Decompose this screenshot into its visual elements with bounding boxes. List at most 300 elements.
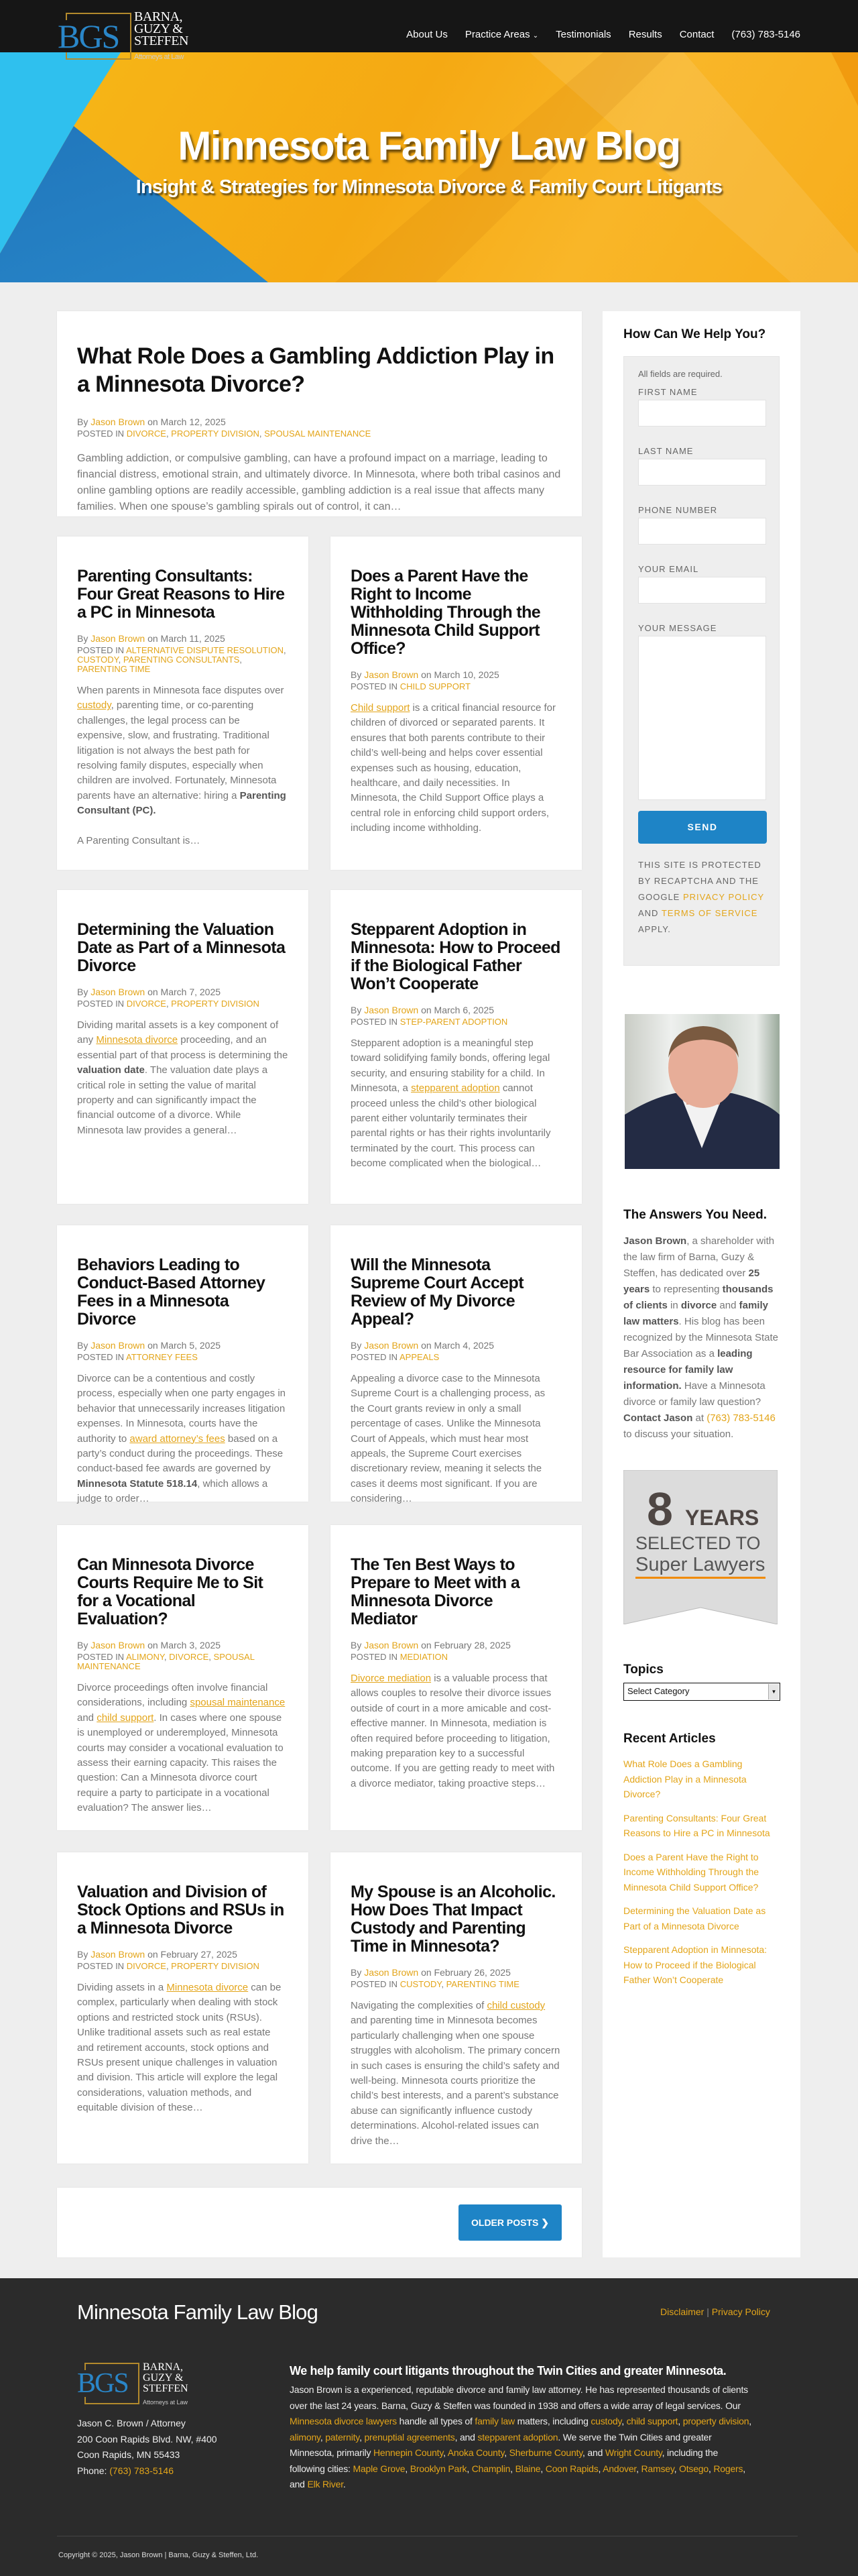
text: handle all types of <box>396 2416 475 2426</box>
post-date: March 7, 2025 <box>160 987 221 997</box>
text: . We serve the Twin Cities and greater Minnesota, primarily <box>290 2431 712 2458</box>
text: Have a Minnesota divorce or family law question? <box>623 1380 765 1408</box>
inline-link[interactable]: child custody <box>487 2000 546 2011</box>
posted-in-label: POSTED IN <box>351 1017 398 1027</box>
logo-initials: BGS <box>77 2368 128 2399</box>
post-card <box>330 890 582 1204</box>
text: , <box>749 2416 751 2426</box>
text: at <box>692 1412 707 1424</box>
text: . <box>343 2479 346 2489</box>
logo-name-line: GUZY & <box>143 2372 184 2384</box>
text: . His blog has been recognized by the Minnesota State Bar Association as a <box>623 1316 778 1359</box>
address-line: Jason C. Brown / Attorney <box>77 2418 186 2428</box>
inline-link[interactable]: custody <box>77 699 111 712</box>
recent-articles-list <box>623 1756 781 1997</box>
last-name-label: LAST NAME <box>638 446 694 456</box>
site-footer <box>0 2278 858 2576</box>
copyright: Copyright © 2025, Jason Brown | Barna, Guzy & Steffen, Ltd. <box>58 2551 259 2559</box>
inline-link[interactable]: award attorney’s fees <box>129 1433 225 1445</box>
about-title: The Answers You Need. <box>623 1208 767 1222</box>
footer-phone-link[interactable]: (763) 783-5146 <box>109 2465 174 2476</box>
inline-link[interactable]: Coon Rapids <box>545 2463 599 2474</box>
logo-name-line: BARNA, <box>143 2361 184 2373</box>
excerpt-paragraph <box>351 1999 562 2149</box>
about-text <box>623 1233 781 1443</box>
by-label: By <box>351 1640 362 1650</box>
nav-about-us[interactable]: About Us <box>406 29 448 40</box>
by-label: By <box>351 669 362 680</box>
post-meta <box>351 667 562 682</box>
logo-mark <box>77 2362 137 2405</box>
email-label: YOUR EMAIL <box>638 564 699 574</box>
text: cannot proceed unless the child’s other biological parent either voluntarily terminates their parental rights or has their rights involuntarily terminated by the court. This process can become complicated when the biological… <box>351 1082 551 1170</box>
by-label: By <box>351 1005 362 1015</box>
older-posts-button[interactable] <box>458 2204 562 2241</box>
privacy-policy-link[interactable]: Privacy Policy <box>711 2306 770 2317</box>
by-label: By <box>351 1967 362 1978</box>
recent-article-link[interactable]: Does a Parent Have the Right to Income Withholding Through the Minnesota Child Support Office? <box>623 1851 759 1893</box>
text: , <box>636 2463 641 2474</box>
bold-text: Contact Jason <box>623 1412 693 1424</box>
text: Jason Brown is a experienced, reputable divorce and family law attorney. He has represented thousands of clients over the last 24 years. Barna, Guzy & Steffen was founded in 1938 and offers a wide array of legal services. Our <box>290 2384 748 2411</box>
category-link[interactable]: PROPERTY DIVISION <box>171 1961 259 1971</box>
inline-link[interactable]: Brooklyn Park <box>410 2463 467 2474</box>
text: , <box>359 2431 365 2443</box>
by-label: By <box>77 633 88 644</box>
category-link[interactable]: PARENTING CONSULTANTS <box>123 655 240 665</box>
category-link[interactable]: DIVORCE <box>126 1961 166 1971</box>
post-meta <box>351 1003 562 1017</box>
category-link[interactable]: ALTERNATIVE DISPUTE RESOLUTION <box>125 645 284 655</box>
message-textarea[interactable] <box>638 636 766 800</box>
inline-link[interactable]: property division <box>682 2416 749 2426</box>
on-label: on <box>147 416 158 427</box>
post-meta <box>77 985 288 999</box>
post-title[interactable]: Can Minnesota Divorce Courts Require Me to Sit for a Vocational Evaluation? <box>77 1555 263 1628</box>
category-link[interactable]: CUSTODY <box>77 655 119 665</box>
footer-heading: We help family court litigants throughout the Twin Cities and greater Minnesota. <box>290 2364 727 2377</box>
post-title[interactable]: The Ten Best Ways to Prepare to Meet with a Minnesota Divorce Mediator <box>351 1555 520 1628</box>
post-categories <box>351 1353 562 1362</box>
post-card <box>330 537 582 870</box>
inline-link[interactable]: paternity <box>325 2431 360 2443</box>
on-label: on <box>147 1949 158 1960</box>
badge-line: Super Lawyers <box>635 1554 765 1575</box>
bold-text: divorce <box>680 1300 717 1311</box>
post-excerpt <box>77 451 562 515</box>
author-link[interactable]: Jason Brown <box>90 416 145 427</box>
badge-line: SELECTED TO <box>635 1533 761 1553</box>
sidebar <box>603 311 800 2257</box>
inline-link[interactable]: spousal maintenance <box>190 1697 286 1709</box>
inline-link[interactable]: Minnesota divorce lawyers <box>290 2416 397 2426</box>
text: , including the following cities: <box>290 2447 719 2474</box>
badge-number: 8 <box>647 1483 673 1535</box>
post-date: February 26, 2025 <box>434 1967 511 1978</box>
page-subtitle: Insight & Strategies for Minnesota Divorce & Family Court Litigants <box>135 176 723 198</box>
inline-link[interactable]: Anoka County <box>447 2447 505 2458</box>
post-categories: POSTED IN DIVORCE, PROPERTY DIVISION <box>77 1961 259 1971</box>
post-title[interactable]: Valuation and Division of Stock Options and RSUs in a Minnesota Divorce <box>77 1883 284 1938</box>
post-categories: POSTED IN ALTERNATIVE DISPUTE RESOLUTION, CUSTODY, PARENTING CONSULTANTS, PARENTING TIME <box>77 645 286 674</box>
text: Divorce proceedings often involve financial considerations, including <box>77 1682 268 1709</box>
post-date: March 5, 2025 <box>160 1340 221 1351</box>
category-link[interactable]: ALIMONY <box>125 1652 164 1662</box>
category-link[interactable]: PARENTING TIME <box>77 664 151 674</box>
text: , <box>405 2463 410 2474</box>
logo-tagline: Attorneys at Law <box>134 53 184 61</box>
excerpt-paragraph <box>351 701 562 836</box>
older-posts-label: OLDER POSTS <box>471 2217 539 2228</box>
author-link[interactable]: Jason Brown <box>90 633 145 644</box>
inline-link[interactable]: Sherburne County <box>509 2447 583 2458</box>
recent-article-link[interactable]: Determining the Valuation Date as Part of a Minnesota Divorce <box>623 1905 766 1931</box>
text: , <box>708 2463 714 2474</box>
text: Appealing a divorce case to the Minnesota Supreme Court is a challenging process, as the Court grants review in only a small percentage of cases. Unlike the Minnesota Court of Appeals, which must hear most appeals, the Supreme Court exercises discretionary review, meaning it selects the cases it deems most significant. If you are considering… <box>351 1373 546 1505</box>
post-date: March 10, 2025 <box>434 669 499 680</box>
excerpt-paragraph <box>351 1371 562 1507</box>
post-title[interactable]: My Spouse is an Alcoholic. How Does That Impact Custody and Parenting Time in Minnesota? <box>351 1883 556 1956</box>
post-card <box>57 1852 308 2164</box>
post-title[interactable]: Behaviors Leading to Conduct-Based Attorney Fees in a Minnesota Divorce <box>77 1255 265 1329</box>
posted-in-label: POSTED IN <box>77 999 125 1009</box>
bold-text: family law matters <box>623 1300 768 1327</box>
on-label: on <box>421 1967 432 1978</box>
inline-link[interactable]: prenuptial agreements <box>364 2431 455 2443</box>
text: , <box>467 2463 472 2474</box>
phone-input[interactable] <box>638 518 766 545</box>
text: , and <box>583 2447 605 2458</box>
chevron-right-icon: ❯ <box>541 2217 549 2228</box>
inline-link[interactable]: TERMS OF SERVICE <box>661 908 758 918</box>
category-link[interactable]: CUSTODY <box>400 1979 442 1989</box>
text: When parents in Minnesota face disputes over <box>77 685 284 696</box>
text: to discuss your situation. <box>623 1429 734 1440</box>
text: and <box>717 1300 739 1311</box>
inline-link[interactable]: Ramsey <box>641 2463 674 2474</box>
post-meta <box>351 1338 562 1353</box>
by-label: By <box>77 987 88 997</box>
bold-text: leading resource for family law information. <box>623 1348 753 1392</box>
text: AND <box>638 908 662 918</box>
category-select[interactable] <box>623 1683 780 1701</box>
attorney-photo <box>625 1014 780 1169</box>
by-label: By <box>77 1640 88 1650</box>
text: APPLY. <box>638 924 671 934</box>
bold-text: valuation date <box>77 1064 145 1076</box>
post-excerpt <box>351 1671 562 1791</box>
page-title: Minnesota Family Law Blog <box>178 123 680 168</box>
post-date: March 12, 2025 <box>160 416 226 427</box>
post-card <box>57 890 308 1204</box>
form-note: All fields are required. <box>638 369 723 379</box>
category-link[interactable]: STEP-PARENT ADOPTION <box>400 1017 508 1027</box>
inline-link[interactable]: alimony <box>290 2431 320 2443</box>
post-date: February 28, 2025 <box>434 1640 511 1650</box>
text: Divorce can be a contentious and costly process, especially when one party engages in behavior that unnecessarily increases litigation expenses. In Minnesota, courts have the authority to <box>77 1373 286 1445</box>
recent-article-link[interactable]: What Role Does a Gambling Addiction Play in a Minnesota Divorce? <box>623 1758 747 1799</box>
posted-in-label: POSTED IN <box>77 645 125 655</box>
contact-form-title: How Can We Help You? <box>623 327 766 341</box>
logo-initials: BGS <box>58 17 119 55</box>
category-link[interactable]: DIVORCE <box>169 1652 209 1662</box>
inline-link[interactable]: Andover <box>603 2463 637 2474</box>
text: can be complex, particularly when dealing with stock options and restricted stock units (RSUs). Unlike traditional assets such as real estate and retirement accounts, stock options and RSUs present unique challenges in valuation and division. This article will explore the legal considerations, valuation methods, and equitable division of these… <box>77 1982 282 2114</box>
category-link[interactable]: CHILD SUPPORT <box>400 681 471 691</box>
category-link[interactable]: DIVORCE <box>126 999 166 1009</box>
on-label: on <box>147 1640 158 1650</box>
text: is a valuable process that allows couples to resolve their divorce issues outside of court in a more amicable and cost-effective manner. In Minnesota, mediation is often required before proceeding to litigation, making preparation key to a successful outcome. If you are getting ready to meet with a divorce mediator, taking proactive steps… <box>351 1673 555 1789</box>
inline-link[interactable]: custody <box>591 2416 622 2426</box>
post-card <box>330 1852 582 2164</box>
text: , which allows a judge to order… <box>77 1477 268 1505</box>
category-link[interactable]: APPEALS <box>399 1352 440 1362</box>
post-categories: POSTED IN ALIMONY, DIVORCE, SPOUSAL MAINTENANCE <box>77 1652 255 1671</box>
excerpt-paragraph <box>351 1036 562 1172</box>
by-label: By <box>77 416 88 427</box>
post-title[interactable]: Determining the Valuation Date as Part of a Minnesota Divorce <box>77 920 286 975</box>
author-link[interactable]: Jason Brown <box>90 987 145 997</box>
bold-text: Parenting Consultant (PC). <box>77 789 286 817</box>
posted-in-label: POSTED IN <box>77 429 125 439</box>
post-categories: POSTED IN DIVORCE, PROPERTY DIVISION, SPOUSAL MAINTENANCE <box>77 429 371 439</box>
post-date: March 11, 2025 <box>160 633 225 644</box>
text: THIS SITE IS PROTECTED BY RECAPTCHA AND THE GOOGLE <box>638 860 761 902</box>
text: Dividing assets in a <box>77 1982 167 1993</box>
posted-in-label: POSTED IN <box>351 1979 398 1989</box>
footer-logo <box>77 2362 188 2408</box>
recent-article-link[interactable]: Parenting Consultants: Four Great Reasons to Hire a PC in Minnesota <box>623 1812 770 1838</box>
text: , <box>598 2463 603 2474</box>
footer-title: Minnesota Family Law Blog <box>77 2300 318 2324</box>
text: and parenting time in Minnesota becomes particularly challenging when one spouse struggles with alcoholism. The primary concern in such cases is ensuring the child’s safety and well-being. Minnesota courts prioritize the child’s best interests, and a parent’s substance abuse can significantly influence custody determinations. Alcohol-related issues can drive the… <box>351 2015 560 2147</box>
bold-text: 25 years <box>623 1268 760 1295</box>
logo-tagline: Attorneys at Law <box>143 2399 188 2406</box>
category-link[interactable]: ATTORNEY FEES <box>125 1352 198 1362</box>
excerpt-paragraph <box>77 1980 288 2116</box>
text: is a critical financial resource for children of divorced or separated parents. It ensures that both parents contribute to their child’s well-being and helps cover essential expenses such as housing, education, healthcare, and daily necessities. In Minnesota, the Child Support Office plays a central role in enforcing child support orders, including income withholding. <box>351 702 556 834</box>
text: , <box>678 2416 683 2426</box>
address-line: Coon Rapids, MN 55433 <box>77 2449 180 2460</box>
on-label: on <box>421 1640 432 1650</box>
super-lawyers-badge[interactable] <box>623 1470 778 1624</box>
logo-name-line: STEFFEN <box>134 34 188 48</box>
post-title[interactable]: Stepparent Adoption in Minnesota: How to Proceed if the Biological Father Won’t Cooperate <box>351 920 560 993</box>
posted-in-label: POSTED IN <box>77 1352 125 1362</box>
post-categories <box>351 682 562 691</box>
post-meta <box>351 1638 562 1653</box>
inline-link[interactable]: PRIVACY POLICY <box>682 892 764 902</box>
nav-label: Practice Areas <box>465 29 530 40</box>
footer-links <box>660 2306 770 2317</box>
inline-link[interactable]: Maple Grove <box>353 2463 406 2474</box>
inline-link[interactable]: stepparent adoption <box>477 2431 558 2443</box>
category-link[interactable]: PROPERTY DIVISION <box>171 429 259 439</box>
post-excerpt <box>77 1681 288 1816</box>
by-label: By <box>77 1949 88 1960</box>
site-header <box>0 0 858 61</box>
nav-practice-areas[interactable] <box>465 29 538 40</box>
post-categories <box>77 1353 288 1362</box>
nav-contact[interactable]: Contact <box>679 29 715 40</box>
post-excerpt <box>351 1371 562 1507</box>
post-meta <box>77 1638 288 1653</box>
inline-link[interactable]: (763) 783-5146 <box>707 1412 776 1424</box>
posted-in-label: POSTED IN <box>351 681 398 691</box>
post-categories: POSTED IN DIVORCE, PROPERTY DIVISION <box>77 999 259 1009</box>
inline-link[interactable]: Rogers <box>713 2463 743 2474</box>
recent-article-link[interactable]: Stepparent Adoption in Minnesota: How to Proceed if the Biological Father Won’t Cooperate <box>623 1944 768 1985</box>
post-date: March 4, 2025 <box>434 1340 495 1351</box>
post-categories: POSTED IN CUSTODY, PARENTING TIME <box>351 1979 519 1989</box>
post-meta <box>77 631 288 646</box>
text: . In cases where one spouse is unemployed or underemployed, Minnesota courts may consider a vocational evaluation to assess their earning capacity. This raises the question: Can a Minnesota divorce court require a party to participate in a vocational evaluation? The answer lies… <box>77 1712 284 1814</box>
text: , and <box>454 2431 478 2443</box>
post-meta <box>351 1965 562 1980</box>
dropdown-arrow-icon: ▼ <box>768 1684 779 1699</box>
excerpt-paragraph <box>77 683 288 819</box>
phone-label: Phone: <box>77 2465 107 2476</box>
author-link[interactable]: Jason Brown <box>364 1005 419 1015</box>
author-link[interactable]: Jason Brown <box>364 1967 419 1978</box>
category-select-value: Select Category <box>627 1686 690 1696</box>
text: to representing <box>650 1284 723 1295</box>
excerpt-paragraph <box>77 1018 288 1138</box>
text: A Parenting Consultant is… <box>77 834 200 846</box>
category-link[interactable]: PARENTING TIME <box>446 1979 519 1989</box>
post-categories <box>351 1653 562 1662</box>
excerpt-paragraph <box>77 1371 288 1507</box>
firm-logo[interactable] <box>58 11 188 63</box>
text: , <box>674 2463 680 2474</box>
text: , <box>320 2431 326 2443</box>
bold-text: Minnesota Statute 518.14 <box>77 1477 198 1490</box>
pagination <box>57 2188 582 2257</box>
text: Navigating the complexities of <box>351 2000 487 2011</box>
nav-phone[interactable]: (763) 783-5146 <box>731 29 800 40</box>
message-label: YOUR MESSAGE <box>638 623 717 633</box>
post-excerpt <box>77 1980 288 2116</box>
excerpt-paragraph <box>77 1681 288 1816</box>
post-title[interactable]: What Role Does a Gambling Addiction Play in a Minnesota Divorce? <box>77 343 554 397</box>
author-link[interactable]: Jason Brown <box>90 1340 145 1351</box>
post-card <box>57 537 308 870</box>
separator: | <box>707 2306 709 2317</box>
post-meta <box>77 1947 288 1962</box>
post-title[interactable]: Parenting Consultants: Four Great Reasons to Hire a PC in Minnesota <box>77 567 285 622</box>
post-meta <box>77 1338 288 1353</box>
excerpt-paragraph <box>77 451 562 515</box>
post-date: February 27, 2025 <box>160 1949 237 1960</box>
category-link[interactable]: SPOUSAL MAINTENANCE <box>77 1652 255 1671</box>
inline-link[interactable]: Child support <box>351 702 410 714</box>
inline-link[interactable]: Minnesota divorce <box>96 1034 178 1046</box>
post-excerpt <box>351 701 562 836</box>
post-title[interactable]: Does a Parent Have the Right to Income Withholding Through the Minnesota Child Support Office? <box>351 567 541 658</box>
post-excerpt <box>77 1371 288 1507</box>
inline-link[interactable]: Elk River <box>307 2479 343 2489</box>
author-link[interactable]: Jason Brown <box>364 1640 419 1650</box>
address-line: 200 Coon Rapids Blvd. NW, #400 <box>77 2433 217 2445</box>
logo-name-line: STEFFEN <box>143 2383 188 2394</box>
author-link[interactable]: Jason Brown <box>90 1640 145 1650</box>
recaptcha-notice <box>638 857 765 938</box>
contact-form <box>623 356 780 966</box>
post-card <box>330 1225 582 1505</box>
category-link[interactable]: PROPERTY DIVISION <box>171 999 259 1009</box>
inline-link[interactable]: Wright County <box>605 2447 662 2458</box>
author-link[interactable]: Jason Brown <box>90 1949 145 1960</box>
logo-name-line: BARNA, <box>134 9 183 24</box>
nav-testimonials[interactable]: Testimonials <box>556 29 611 40</box>
post-excerpt <box>351 1999 562 2149</box>
inline-link[interactable]: child support <box>626 2416 678 2426</box>
category-link[interactable]: MEDIATION <box>400 1652 448 1662</box>
inline-link[interactable]: Minnesota divorce <box>166 1982 249 1993</box>
text: and <box>77 1712 97 1724</box>
excerpt-paragraph <box>77 834 288 848</box>
last-name-input[interactable] <box>638 459 766 486</box>
author-link[interactable]: Jason Brown <box>364 1340 419 1351</box>
on-label: on <box>147 1340 158 1351</box>
post-card <box>330 1525 582 1830</box>
inline-link[interactable]: family law <box>475 2416 515 2426</box>
chevron-down-icon: ⌄ <box>532 32 539 40</box>
text: matters, including <box>514 2416 591 2426</box>
inline-link[interactable]: Otsego <box>679 2463 709 2474</box>
post-title[interactable]: Will the Minnesota Supreme Court Accept Review of My Divorce Appeal? <box>351 1255 524 1329</box>
inline-link[interactable]: stepparent adoption <box>411 1082 500 1095</box>
inline-link[interactable]: child support <box>97 1712 154 1724</box>
post-excerpt <box>77 683 288 848</box>
inline-link[interactable]: Hennepin County <box>373 2447 444 2458</box>
on-label: on <box>421 669 432 680</box>
inline-link[interactable]: Champlin <box>471 2463 511 2474</box>
recent-articles-title: Recent Articles <box>623 1732 716 1746</box>
author-link[interactable]: Jason Brown <box>364 669 419 680</box>
post-card <box>57 311 582 516</box>
text: . The valuation date plays a critical role in setting the value of marital property and can significantly impact the financial outcome of a divorce. While Minnesota law provides a general… <box>77 1064 268 1136</box>
text: Dividing marital assets is a key component of any <box>77 1019 279 1046</box>
logo-name <box>143 2362 188 2408</box>
phone-label: PHONE NUMBER <box>638 505 718 515</box>
inline-link[interactable]: Blaine <box>515 2463 541 2474</box>
on-label: on <box>147 987 158 997</box>
topics-title: Topics <box>623 1663 664 1677</box>
first-name-input[interactable] <box>638 400 766 427</box>
send-button[interactable]: SEND <box>638 811 767 844</box>
main-nav <box>406 29 800 40</box>
posted-in-label: POSTED IN <box>351 1352 398 1362</box>
disclaimer-link[interactable]: Disclaimer <box>660 2306 704 2317</box>
inline-link[interactable]: Divorce mediation <box>351 1673 432 1684</box>
on-label: on <box>421 1340 432 1351</box>
nav-results[interactable]: Results <box>628 29 662 40</box>
email-input[interactable] <box>638 577 766 604</box>
post-date: March 3, 2025 <box>160 1640 221 1650</box>
text: , parenting time, or co-parenting challenges, the legal process can be expensive, slow, and frustrating. Traditional litigation is not always the best path for resolving family disputes, especially when children are involved. Fortunately, Minnesota parents have an alternative: hiring a <box>77 699 277 801</box>
excerpt-paragraph <box>351 1671 562 1791</box>
logo-mark <box>58 11 125 59</box>
by-label: By <box>77 1340 88 1351</box>
bold-text: Jason Brown <box>623 1235 687 1247</box>
logo-name <box>134 11 188 63</box>
post-card <box>57 1525 308 1830</box>
text: , and <box>290 2463 745 2489</box>
posted-in-label: POSTED IN <box>77 1961 125 1971</box>
category-link[interactable]: DIVORCE <box>126 429 166 439</box>
category-link[interactable]: SPOUSAL MAINTENANCE <box>264 429 371 439</box>
